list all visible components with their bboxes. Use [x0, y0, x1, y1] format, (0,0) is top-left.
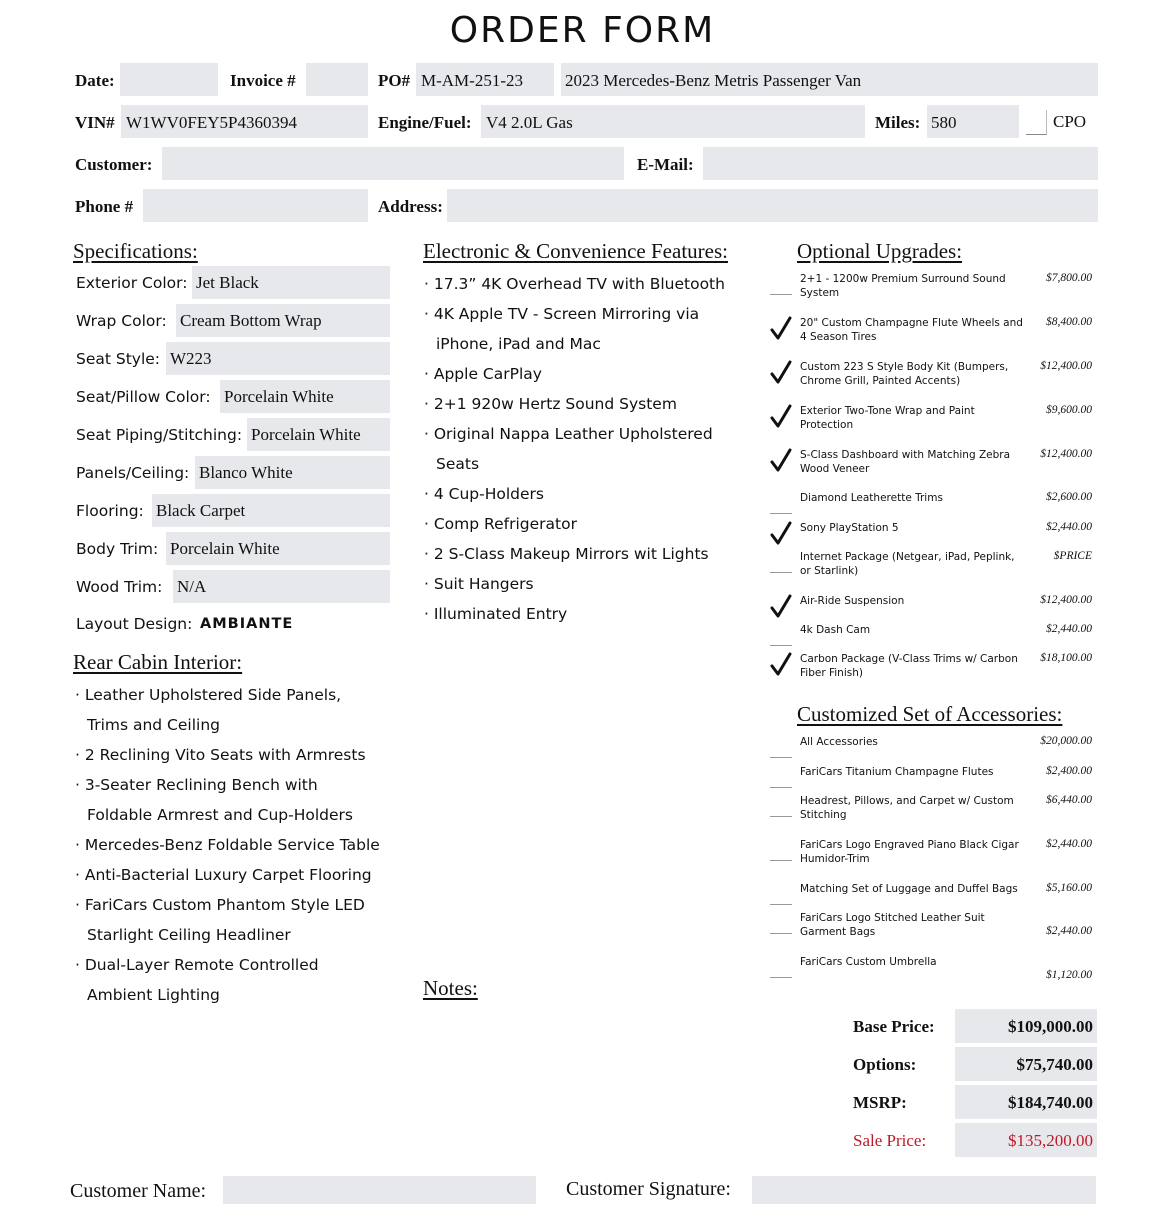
accessory-price: $5,160.00: [1046, 882, 1092, 894]
spec-label: Seat Style:: [76, 350, 161, 368]
upgrade-price: $7,800.00: [1046, 272, 1092, 284]
accessories-heading: Customized Set of Accessories:: [797, 702, 1063, 726]
spec-value: Porcelain White: [224, 387, 334, 406]
base-price-value: $109,000.00: [1008, 1017, 1093, 1036]
checkbox-blank-line: [770, 757, 792, 758]
spec-value-field[interactable]: [192, 266, 390, 299]
spec-label: Flooring:: [76, 502, 144, 520]
po-value: M-AM-251-23: [421, 71, 523, 90]
upgrade-name: Air-Ride Suspension: [800, 595, 905, 607]
options-label: Options:: [853, 1055, 917, 1074]
upgrade-price: $8,400.00: [1046, 316, 1092, 328]
upgrade-item[interactable]: [770, 404, 1100, 434]
electronic-feature-line: · 17.3” 4K Overhead TV with Bluetooth: [424, 275, 725, 293]
spec-value-field[interactable]: [247, 418, 390, 451]
checkmark-icon: [770, 521, 792, 547]
upgrade-price: $2,600.00: [1046, 491, 1092, 503]
accessory-price: $20,000.00: [1040, 735, 1092, 747]
accessory-price: $1,120.00: [1046, 969, 1092, 981]
checkbox-blank-line: [770, 816, 792, 817]
spec-value: Jet Black: [196, 273, 259, 292]
spec-label: Wood Trim:: [76, 578, 163, 596]
checkmark-icon: [770, 316, 792, 342]
electronic-feature-line: · Apple CarPlay: [424, 365, 542, 383]
upgrade-name: 4k Dash Cam: [800, 624, 871, 636]
specifications-heading: Specifications:: [73, 239, 198, 263]
miles-value: 580: [931, 113, 957, 132]
address-label: Address:: [378, 197, 443, 216]
vin-value: W1WV0FEY5P4360394: [126, 113, 297, 132]
engine-field[interactable]: [481, 105, 865, 138]
upgrade-item[interactable]: [770, 652, 1100, 682]
accessory-name: FariCars Logo Stitched Leather Suit Garment Bags: [800, 912, 985, 938]
accessory-price: $2,400.00: [1046, 765, 1092, 777]
accessory-name: FariCars Titanium Champagne Flutes: [800, 766, 994, 778]
checkbox-blank-line: [770, 860, 792, 861]
checkbox-blank-line: [770, 645, 792, 646]
po-label: PO#: [378, 71, 411, 90]
electronic-feature-line: · Original Nappa Leather Upholstered: [424, 425, 713, 443]
spec-value-field[interactable]: [173, 570, 390, 603]
electronic-feature-line: Seats: [436, 455, 480, 473]
msrp-value: $184,740.00: [1008, 1093, 1093, 1112]
rear-cabin-line: · 2 Reclining Vito Seats with Armrests: [75, 746, 366, 764]
miles-label: Miles:: [875, 113, 921, 132]
address-field[interactable]: [447, 189, 1098, 222]
date-field[interactable]: [120, 63, 218, 96]
upgrade-name: Sony PlayStation 5: [800, 522, 899, 534]
rear-cabin-line: Starlight Ceiling Headliner: [87, 926, 291, 944]
checkbox-blank-line: [770, 787, 792, 788]
sale-price-label: Sale Price:: [853, 1131, 927, 1150]
spec-label: Exterior Color:: [76, 274, 188, 292]
upgrade-price: $18,100.00: [1040, 652, 1092, 664]
accessory-name: All Accessories: [800, 736, 878, 748]
customer-signature-label: Customer Signature:: [566, 1178, 731, 1200]
checkbox-blank-line: [770, 294, 792, 295]
cpo-label: CPO: [1053, 112, 1087, 131]
spec-value-field[interactable]: [152, 494, 390, 527]
accessory-name: Headrest, Pillows, and Carpet w/ Custom Stitching: [800, 795, 1014, 821]
upgrade-item[interactable]: [770, 550, 1100, 580]
rear-cabin-line: · FariCars Custom Phantom Style LED: [75, 896, 365, 914]
rear-cabin-heading: Rear Cabin Interior:: [73, 650, 243, 674]
customer-name-label: Customer Name:: [70, 1180, 207, 1202]
notes-heading: Notes:: [423, 976, 478, 1000]
base-price-label: Base Price:: [853, 1017, 935, 1036]
spec-value: N/A: [177, 577, 207, 596]
upgrade-name: 20" Custom Champagne Flute Wheels and 4 Season Tires: [800, 317, 1023, 343]
rear-cabin-line: · 3-Seater Reclining Bench with: [75, 776, 318, 794]
spec-value-field[interactable]: [176, 304, 390, 337]
upgrade-price: $9,600.00: [1046, 404, 1092, 416]
accessory-item[interactable]: [770, 765, 1100, 795]
accessory-name: FariCars Logo Engraved Piano Black Cigar Humidor-Trim: [800, 839, 1019, 865]
rear-cabin-line: · Mercedes-Benz Foldable Service Table: [75, 836, 380, 854]
spec-value: Porcelain White: [251, 425, 361, 444]
po-field[interactable]: [416, 63, 554, 96]
checkbox-blank-line: [770, 904, 792, 905]
email-label: E-Mail:: [637, 155, 694, 174]
accessory-name: Matching Set of Luggage and Duffel Bags: [800, 883, 1018, 895]
accessory-name: FariCars Custom Umbrella: [800, 956, 937, 968]
accessory-price: $2,440.00: [1046, 925, 1092, 937]
options-value: $75,740.00: [1016, 1055, 1093, 1074]
spec-value-field[interactable]: [166, 532, 390, 565]
accessory-price: $2,440.00: [1046, 838, 1092, 850]
spec-value-field[interactable]: [166, 342, 390, 375]
invoice-label: Invoice #: [230, 71, 296, 90]
checkbox-blank-line: [770, 933, 792, 934]
upgrade-item[interactable]: [770, 316, 1100, 346]
electronic-feature-line: iPhone, iPad and Mac: [436, 335, 601, 353]
phone-label: Phone #: [75, 197, 134, 216]
spec-value: W223: [170, 349, 212, 368]
vehicle-value: 2023 Mercedes-Benz Metris Passenger Van: [565, 71, 862, 90]
checkbox-blank-line: [770, 977, 792, 978]
upgrade-item[interactable]: [770, 360, 1100, 390]
upgrade-name: Carbon Package (V-Class Trims w/ Carbon Fiber Finish): [800, 653, 1018, 679]
customer-field[interactable]: [162, 147, 624, 180]
upgrade-item[interactable]: [770, 521, 1100, 551]
checkmark-icon: [770, 594, 792, 620]
spec-label: Wrap Color:: [76, 312, 167, 330]
accessory-item[interactable]: [770, 794, 1100, 824]
phone-field[interactable]: [143, 189, 368, 222]
accessory-item[interactable]: [770, 911, 1100, 941]
invoice-field[interactable]: [306, 63, 368, 96]
upgrade-price: $PRICE: [1053, 550, 1092, 562]
rear-cabin-line: · Anti-Bacterial Luxury Carpet Flooring: [75, 866, 372, 884]
spec-value: Porcelain White: [170, 539, 280, 558]
upgrade-item[interactable]: [770, 623, 1100, 653]
checkmark-icon: [770, 360, 792, 386]
electronic-feature-line: · Comp Refrigerator: [424, 515, 577, 533]
spec-value-field[interactable]: [195, 456, 390, 489]
customer-name-field[interactable]: [223, 1176, 536, 1204]
upgrade-item[interactable]: [770, 448, 1100, 478]
spec-value: Cream Bottom Wrap: [180, 311, 322, 330]
electronic-feature-line: · Illuminated Entry: [424, 605, 568, 623]
upgrade-price: $2,440.00: [1046, 521, 1092, 533]
msrp-field: [955, 1085, 1097, 1119]
upgrade-name: 2+1 - 1200w Premium Surround Sound System: [800, 273, 1006, 299]
spec-value: Blanco White: [199, 463, 293, 482]
miles-field[interactable]: [927, 105, 1019, 138]
upgrade-price: $12,400.00: [1040, 594, 1092, 606]
upgrade-price: $12,400.00: [1040, 448, 1092, 460]
rear-cabin-line: Ambient Lighting: [87, 986, 220, 1004]
spec-label: Seat Piping/Stitching:: [76, 426, 243, 444]
spec-value-field[interactable]: [220, 380, 390, 413]
accessory-item[interactable]: [770, 735, 1100, 765]
upgrade-item[interactable]: [770, 491, 1100, 521]
engine-label: Engine/Fuel:: [378, 113, 472, 132]
rear-cabin-line: Foldable Armrest and Cup-Holders: [87, 806, 353, 824]
page-title: ORDER FORM: [449, 10, 716, 51]
upgrade-price: $2,440.00: [1046, 623, 1092, 635]
msrp-label: MSRP:: [853, 1093, 907, 1112]
electronic-feature-line: · Suit Hangers: [424, 575, 534, 593]
sale-price-value: $135,200.00: [1008, 1131, 1093, 1150]
layout-design-label: Layout Design:: [76, 615, 193, 633]
sale-price-field: [955, 1123, 1097, 1157]
upgrade-name: Custom 223 S Style Body Kit (Bumpers, Chrome Grill, Painted Accents): [800, 361, 1009, 387]
checkmark-icon: [770, 652, 792, 678]
accessory-item[interactable]: [770, 838, 1100, 868]
vehicle-field[interactable]: [561, 63, 1098, 96]
rear-cabin-line: · Leather Upholstered Side Panels,: [75, 686, 342, 704]
checkmark-icon: [770, 448, 792, 474]
electronic-feature-line: · 2 S-Class Makeup Mirrors wit Lights: [424, 545, 709, 563]
checkbox-blank-line: [770, 513, 792, 514]
checkmark-icon: [770, 404, 792, 430]
engine-value: V4 2.0L Gas: [486, 113, 573, 132]
upgrade-item[interactable]: [770, 594, 1100, 624]
upgrade-name: Diamond Leatherette Trims: [800, 492, 943, 504]
upgrades-heading: Optional Upgrades:: [797, 239, 963, 263]
upgrade-item[interactable]: [770, 272, 1100, 302]
electronic-feature-line: · 4K Apple TV - Screen Mirroring via: [424, 305, 700, 323]
date-label: Date:: [75, 71, 115, 90]
checkbox-blank-line: [770, 572, 792, 573]
email-field[interactable]: [703, 147, 1098, 180]
electronic-feature-line: · 4 Cup-Holders: [424, 485, 544, 503]
rear-cabin-line: Trims and Ceiling: [87, 716, 220, 734]
options-field: [955, 1047, 1097, 1081]
electronic-feature-line: · 2+1 920w Hertz Sound System: [424, 395, 677, 413]
customer-label: Customer:: [75, 155, 153, 174]
upgrade-name: Exterior Two-Tone Wrap and Paint Protection: [800, 405, 975, 431]
spec-value: Black Carpet: [156, 501, 246, 520]
spec-label: Seat/Pillow Color:: [76, 388, 211, 406]
upgrade-name: Internet Package (Netgear, iPad, Peplink, or Starlink): [800, 551, 1015, 577]
accessory-price: $6,440.00: [1046, 794, 1092, 806]
vin-label: VIN#: [75, 113, 115, 132]
accessory-item[interactable]: [770, 882, 1100, 912]
spec-label: Body Trim:: [76, 540, 159, 558]
spec-label: Panels/Ceiling:: [76, 464, 190, 482]
upgrade-price: $12,400.00: [1040, 360, 1092, 372]
vin-field[interactable]: [121, 105, 368, 138]
accessory-item[interactable]: [770, 955, 1100, 985]
base-price-field: [955, 1009, 1097, 1043]
customer-signature-field[interactable]: [752, 1176, 1096, 1204]
electronic-heading: Electronic & Convenience Features:: [423, 239, 728, 263]
layout-design-value: AMBIANTE: [200, 616, 294, 632]
rear-cabin-line: · Dual-Layer Remote Controlled: [75, 956, 319, 974]
upgrade-name: S-Class Dashboard with Matching Zebra Wood Veneer: [800, 449, 1011, 475]
cpo-checkbox[interactable]: [1026, 110, 1047, 135]
